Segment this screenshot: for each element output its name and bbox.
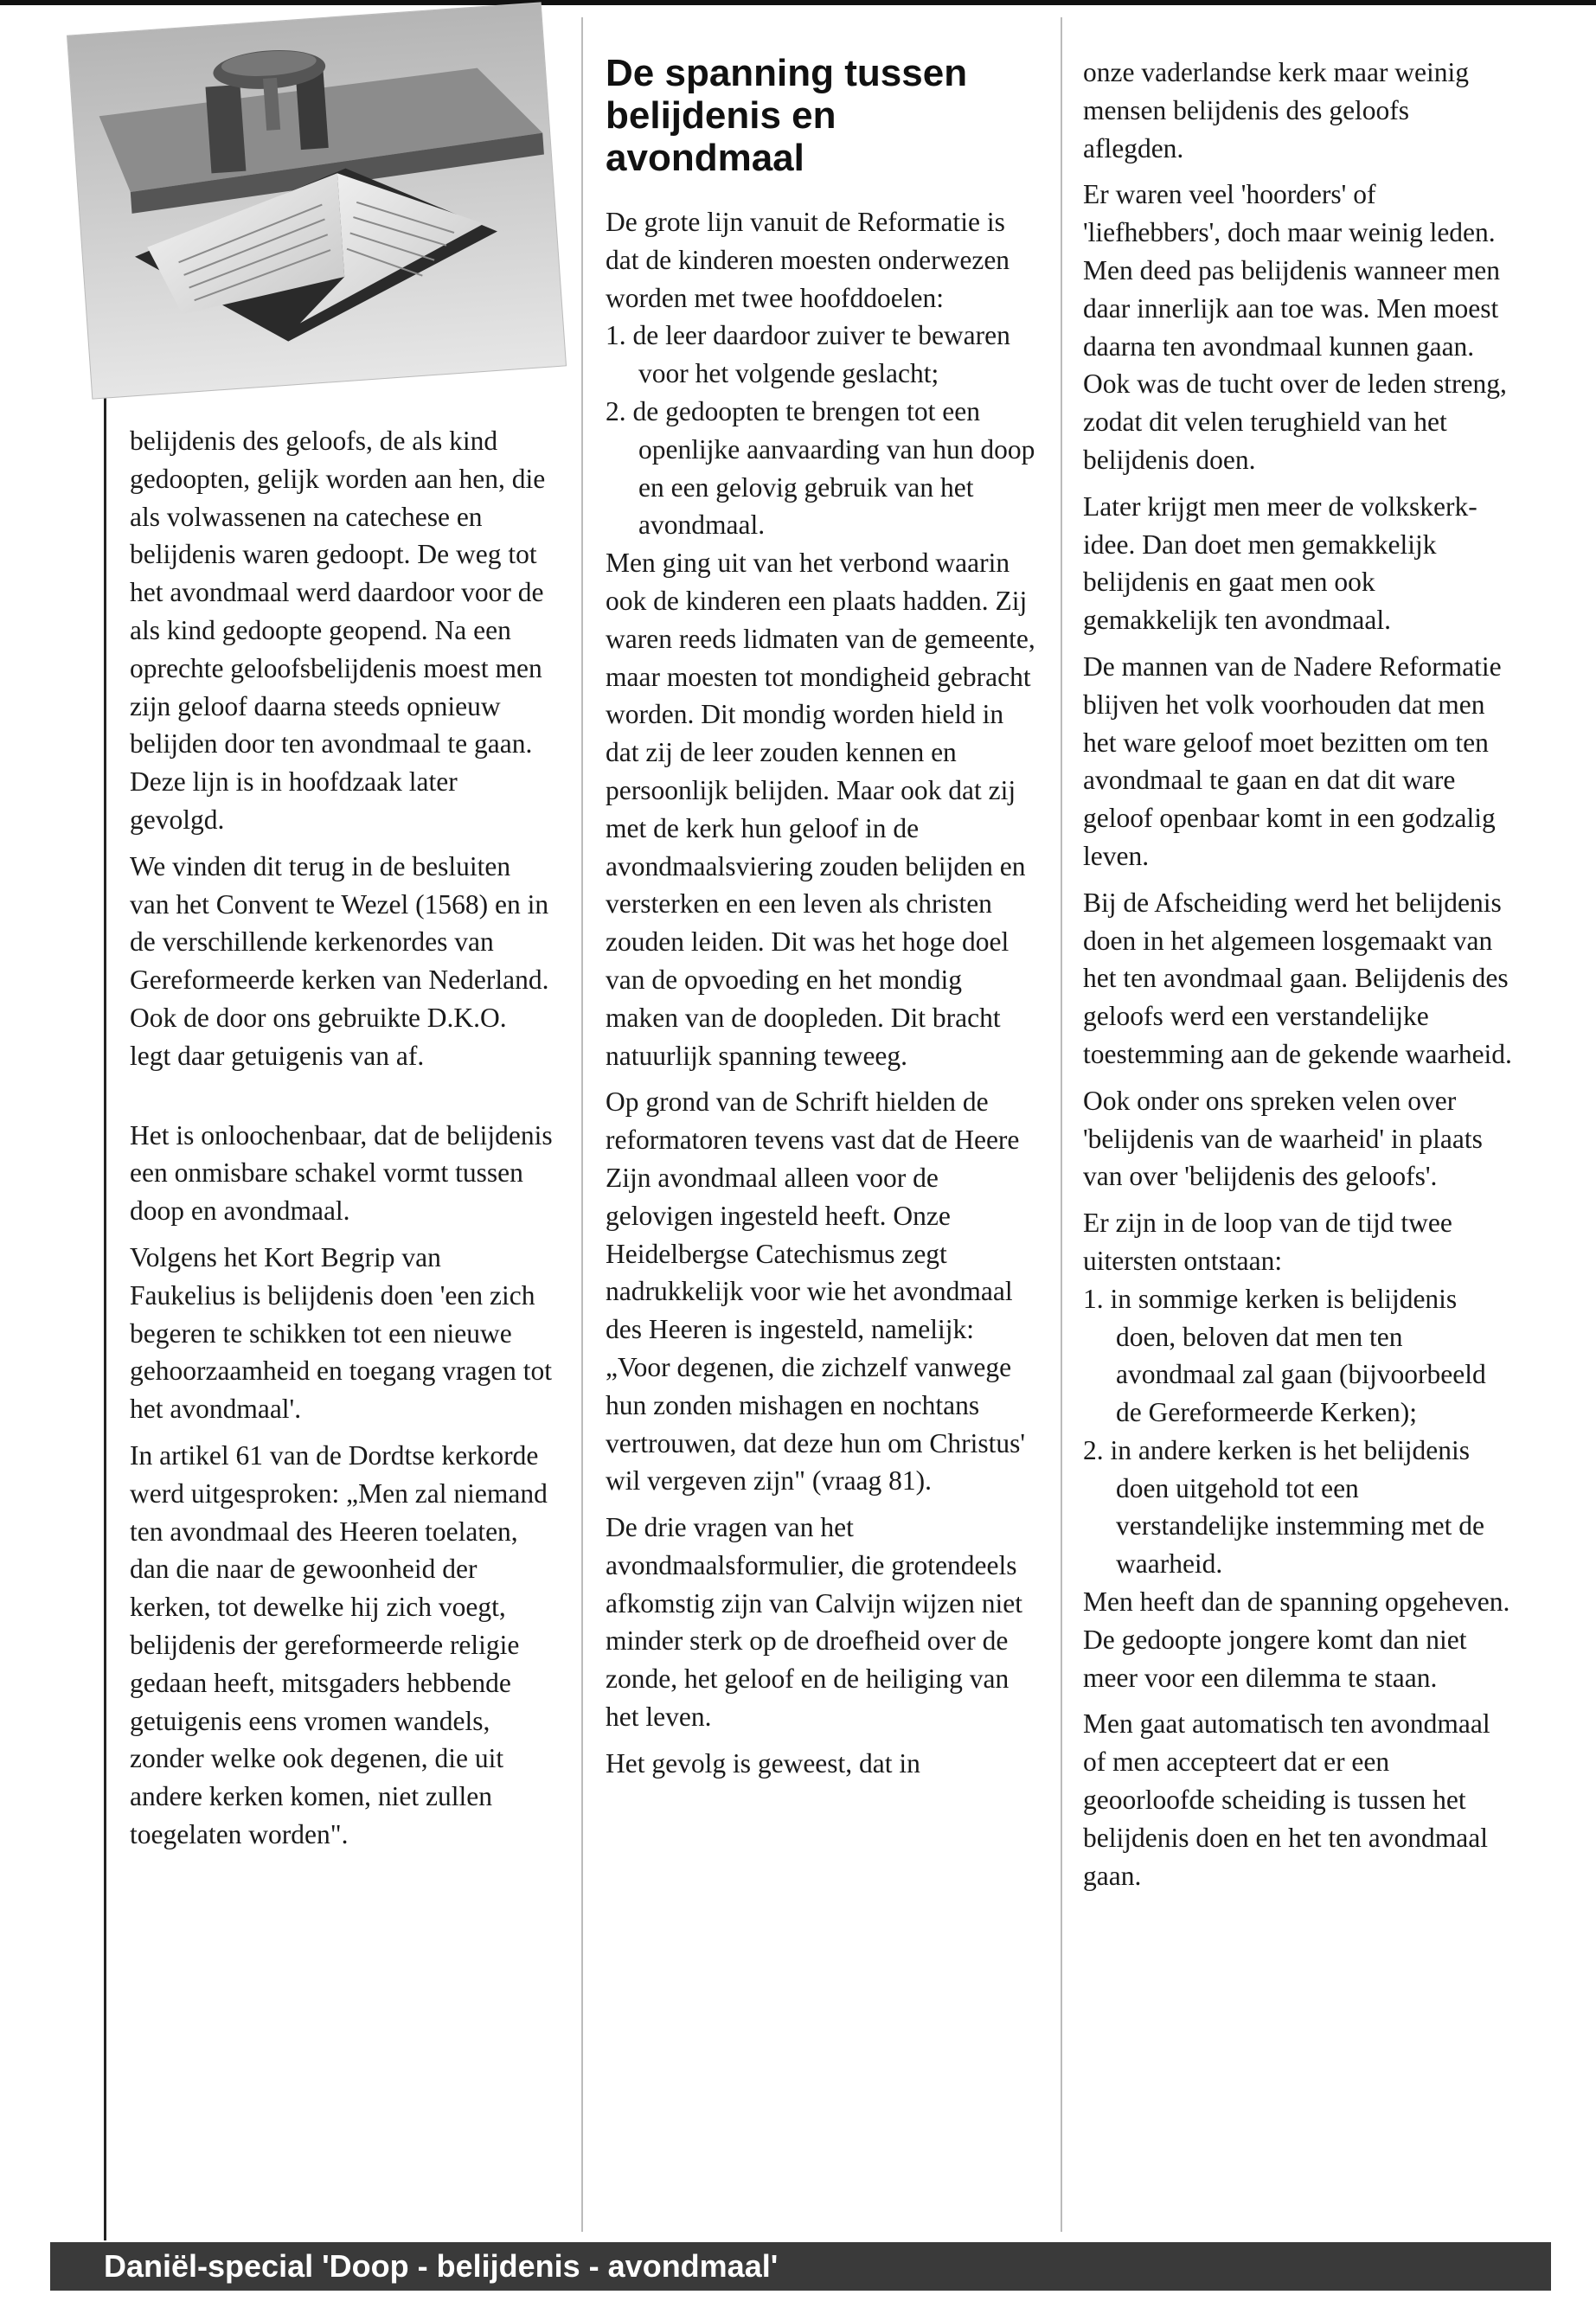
column-middle bbox=[606, 52, 1038, 1783]
list-item: 2. de gedoopten te brengen tot een openlijke aanvaarding van hun doop en een gelovig gebruik van het avondmaal. bbox=[606, 395, 1035, 541]
column-left bbox=[130, 422, 554, 1854]
paragraph: Het gevolg is geweest, dat in bbox=[606, 1747, 920, 1779]
list-item: 1. de leer daardoor zuiver te bewaren voor het volgende geslacht; bbox=[606, 320, 1010, 389]
list-item: 1. in sommige kerken is belijdenis doen, beloven dat men ten avondmaal zal gaan (bijvoorbeeld de Gereformeerde Kerken); bbox=[1083, 1283, 1486, 1428]
paragraph: De mannen van de Nadere Reformatie blijven het volk voorhouden dat men het ware geloof moet bezitten om ten avondmaal te gaan en dat dit ware geloof openbaar komt in een godzalig leven. bbox=[1083, 651, 1502, 871]
goals-list bbox=[606, 317, 1038, 544]
paragraph: Men heeft dan de spanning opgeheven. De gedoopte jongere komt dan niet meer voor een dilemma te staan. bbox=[1083, 1586, 1510, 1693]
paragraph: Het is onloochenbaar, dat de belijdenis een onmisbare schakel vormt tussen doop en avondmaal. bbox=[130, 1119, 553, 1227]
paragraph: De grote lijn vanuit de Reformatie is dat de kinderen moesten onderwezen worden met twee hoofddoelen: bbox=[606, 207, 1010, 313]
paragraph: onze vaderlandse kerk maar weinig mensen belijdenis des geloofs aflegden. bbox=[1083, 57, 1470, 163]
extremes-list bbox=[1083, 1280, 1516, 1583]
paragraph: belijdenis des geloofs, de als kind gedoopten, gelijk worden aan hen, die als volwassenen na catechese en belijdenis waren gedoopt. De weg tot het avondmaal werd daardoor voor de als kind gedoopte geopend. Na een oprechte geloofsbelijdenis moest men zijn geloof daarna steeds opnieuw belijden door ten avondmaal te gaan. Deze lijn is in hoofdzaak later gevolgd. bbox=[130, 426, 546, 835]
paragraph: Ook onder ons spreken velen over 'belijdenis van de waarheid' in plaats van over 'belijdenis des geloofs'. bbox=[1083, 1085, 1483, 1192]
paragraph: Volgens het Kort Begrip van Faukelius is belijdenis doen 'een zich begeren te schikken tot een nieuwe gehoorzaamheid en toegang vragen tot het avondmaal'. bbox=[130, 1241, 553, 1425]
list-item: 2. in andere kerken is het belijdenis doen uitgehold tot een verstandelijke instemming met de waarheid. bbox=[1083, 1434, 1485, 1580]
article-title: De spanning tussen belijdenis en avondmaal bbox=[606, 52, 968, 179]
paragraph: Bij de Afscheiding werd het belijdenis doen in het algemeen losgemaakt van het ten avondmaal gaan. Belijdenis des geloofs werd een verstandelijke toestemming aan de gekende waarheid. bbox=[1083, 887, 1512, 1069]
column-rule bbox=[1061, 17, 1062, 2232]
top-rule bbox=[0, 0, 1596, 5]
footer-banner: Daniël-special 'Doop - belijdenis - avondmaal' bbox=[50, 2242, 1551, 2291]
paragraph: Er zijn in de loop van de tijd twee uitersten ontstaan: bbox=[1083, 1208, 1452, 1276]
column-rule bbox=[581, 17, 583, 2232]
paragraph: Er waren veel 'hoorders' of 'liefhebbers', doch maar weinig leden. Men deed pas belijdenis wanneer men daar innerlijk aan toe was. Men moest daarna ten avondmaal kunnen gaan. Ook was de tucht over de leden streng, zodat dit velen terughield van het belijdenis doen. bbox=[1083, 179, 1507, 475]
paragraph: Later krijgt men meer de volkskerk-idee. Dan doet men gemakkelijk belijdenis en gaat men ook gemakkelijk ten avondmaal. bbox=[1083, 490, 1477, 636]
paragraph: Men ging uit van het verbond waarin ook de kinderen een plaats hadden. Zij waren reeds lidmaten van de gemeente, maar moesten tot mondigheid gebracht worden. Dit mondig worden hield in dat zij de leer zouden kennen en persoonlijk belijden. Maar ook dat zij met de kerk hun geloof in de avondmaalsviering zouden belijden en versterken en een leven als christen zouden leiden. Dit was het hoge doel van de opvoeding en het mondig maken van de doopleden. Dit bracht natuurlijk spanning teweeg. bbox=[606, 548, 1035, 1071]
paragraph: We vinden dit terug in de besluiten van het Convent te Wezel (1568) en in de verschillende kerkenordes van Gereformeerde kerken van Nederland. Ook de door ons gebruikte D.K.O. legt daar getuigenis van af. bbox=[130, 850, 549, 1071]
column-right bbox=[1083, 54, 1516, 1894]
paragraph: Men gaat automatisch ten avondmaal of men accepteert dat er een geoorloofde scheiding is tussen het belijdenis doen en het ten avondmaal gaan. bbox=[1083, 1708, 1490, 1891]
open-bible-photo-icon bbox=[67, 3, 566, 398]
paragraph: De drie vragen van het avondmaalsformulier, die grotendeels afkomstig zijn van Calvijn wijzen niet minder sterk op de droefheid over de zonde, het geloof en de heiliging van het leven. bbox=[606, 1512, 1023, 1733]
paragraph: Op grond van de Schrift hielden de reformatoren tevens vast dat de Heere Zijn avondmaal alleen voor de gelovigen ingesteld heeft. Onze Heidelbergse Catechismus zegt nadrukkelijk voor wie het avondmaal des Heeren is ingesteld, namelijk: „Voor degenen, die zichzelf vanwege hun zonden mishagen en nochtans vertrouwen, dat deze hun om Christus' wil vergeven zijn" (vraag 81). bbox=[606, 1086, 1026, 1497]
paragraph: In artikel 61 van de Dordtse kerkorde werd uitgesproken: „Men zal niemand ten avondmaal des Heeren toelaten, dan die naar de gewoonheid der kerken, tot dewelke hij zich voegt, belijdenis der gereformeerde religie gedaan heeft, mitsgaders hebbende getuigenis eens vromen wandels, zonder welke ook degenen, die uit andere kerken komen, niet zullen toegelaten worden". bbox=[130, 1439, 548, 1849]
